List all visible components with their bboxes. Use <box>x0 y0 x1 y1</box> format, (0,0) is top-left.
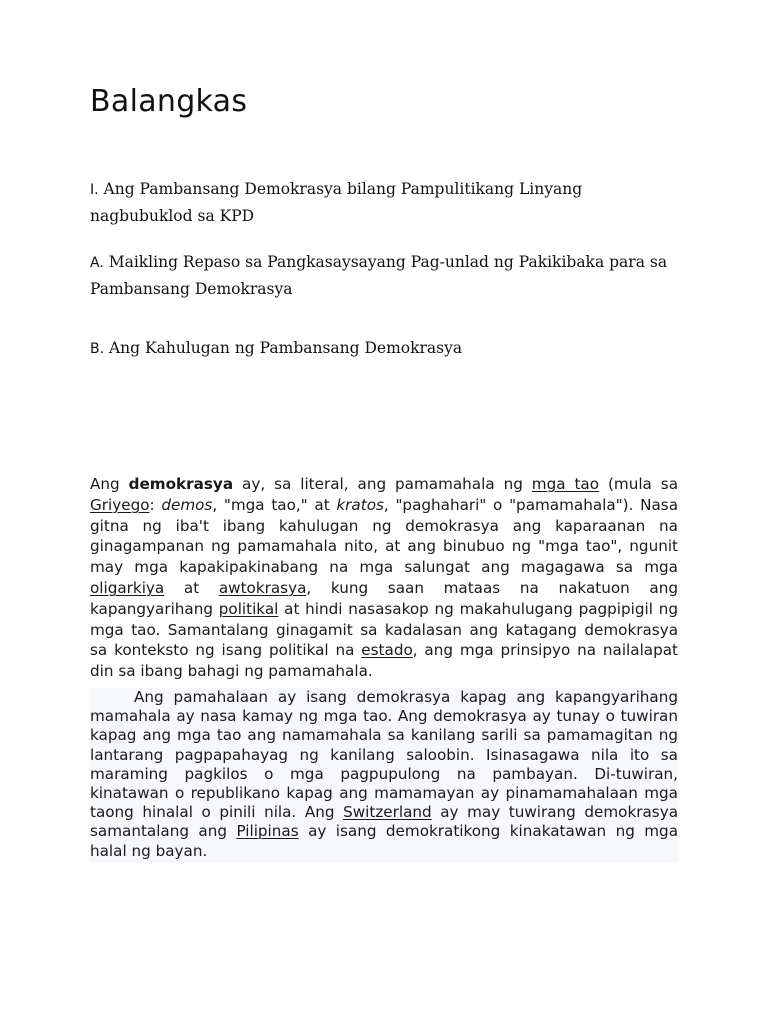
link-politikal[interactable]: politikal <box>218 599 279 618</box>
link-oligarkiya[interactable]: oligarkiya <box>90 578 165 597</box>
text-run: , "mga tao," at <box>212 495 337 514</box>
outline-item-a <box>90 249 680 302</box>
text-run: at <box>164 578 219 597</box>
text-run: ay isang demokratikong kinakatawan ng mga halal ng bayan. <box>90 822 679 860</box>
outline-marker: I. <box>90 182 99 198</box>
outline-marker: B. <box>90 341 105 357</box>
link-griyego[interactable]: Griyego <box>90 495 150 514</box>
outline-text: Ang Pambansang Demokrasya bilang Pampulitikang Linyang nagbubuklod sa KPD <box>90 180 583 225</box>
text-run: Ang pamahalaan ay isang demokrasya kapag ang kapangyarihang mamahala ay nasa kamay ng mga tao. Ang demokrasya ay tunay o tuwiran kapag ang mga tao ang namamahala sa kanilang sarili sa pamamagitan ng lantarang pagpapahayag ng kanilang saloobin. Isinasagawa nila ito sa maraming pagkilos o mga pagpupulong na pambayan. Di-tuwiran, kinatawan o republikano kapag ang mamamayan ay pinamamahalaan mga taong hinalal o pinili nila. Ang <box>90 688 678 822</box>
outline-item-b <box>90 335 680 362</box>
text-run: (mula sa <box>599 475 679 493</box>
text-run: ay, sa literal, ang pamamahala ng <box>233 475 532 493</box>
text-run: , "paghahari" o "pamamahala"). Nasa gitna ng iba't ibang kahulugan ng demokrasya ang kaparaanan na ginagampanan ng pamamahala nito, at ang binubuo ng "mga tao", ngunit may mga kapakipakinabang na mga salungat ang magagawa sa mga <box>90 495 678 577</box>
link-switzerland[interactable]: Switzerland <box>343 803 432 822</box>
outline-text: Ang Kahulugan ng Pambansang Demokrasya <box>104 339 463 357</box>
link-mga-tao[interactable]: mga tao <box>531 475 600 493</box>
paragraph-demokrasya-definition <box>90 474 678 682</box>
text-run: ay may tuwirang demokrasya samantalang ang <box>90 803 679 841</box>
text-run: , kung saan mataas na nakatuon ang kapangyarihang <box>90 578 678 618</box>
link-pilipinas[interactable]: Pilipinas <box>236 822 299 841</box>
link-awtokrasya[interactable]: awtokrasya <box>218 578 307 597</box>
text-run: at hindi nasasakop ng makahulugang pagpipigil ng mga tao. Samantalang ginagamit sa kadalasan ang katagang demokrasya sa konteksto ng isang politikal na <box>90 599 678 660</box>
outline-item-1 <box>90 176 680 229</box>
link-estado[interactable]: estado <box>361 641 413 660</box>
bold-term: demokrasya <box>128 475 234 493</box>
outline-marker: A. <box>90 255 104 271</box>
italic-term-demos: demos <box>161 495 213 514</box>
text-run: : <box>149 495 162 514</box>
paragraph-pamahalaan <box>90 688 678 863</box>
text-run: Ang <box>90 475 129 493</box>
text-run: , ang mga prinsipyo na nailalapat din sa ibang bahagi ng pamamahala. <box>90 641 678 681</box>
document-title: Balangkas <box>90 84 248 119</box>
outline-text: Maikling Repaso sa Pangkasaysayang Pag-unlad ng Pakikibaka para sa Pambansang Demokrasya <box>90 253 668 298</box>
italic-term-kratos: kratos <box>336 495 384 514</box>
